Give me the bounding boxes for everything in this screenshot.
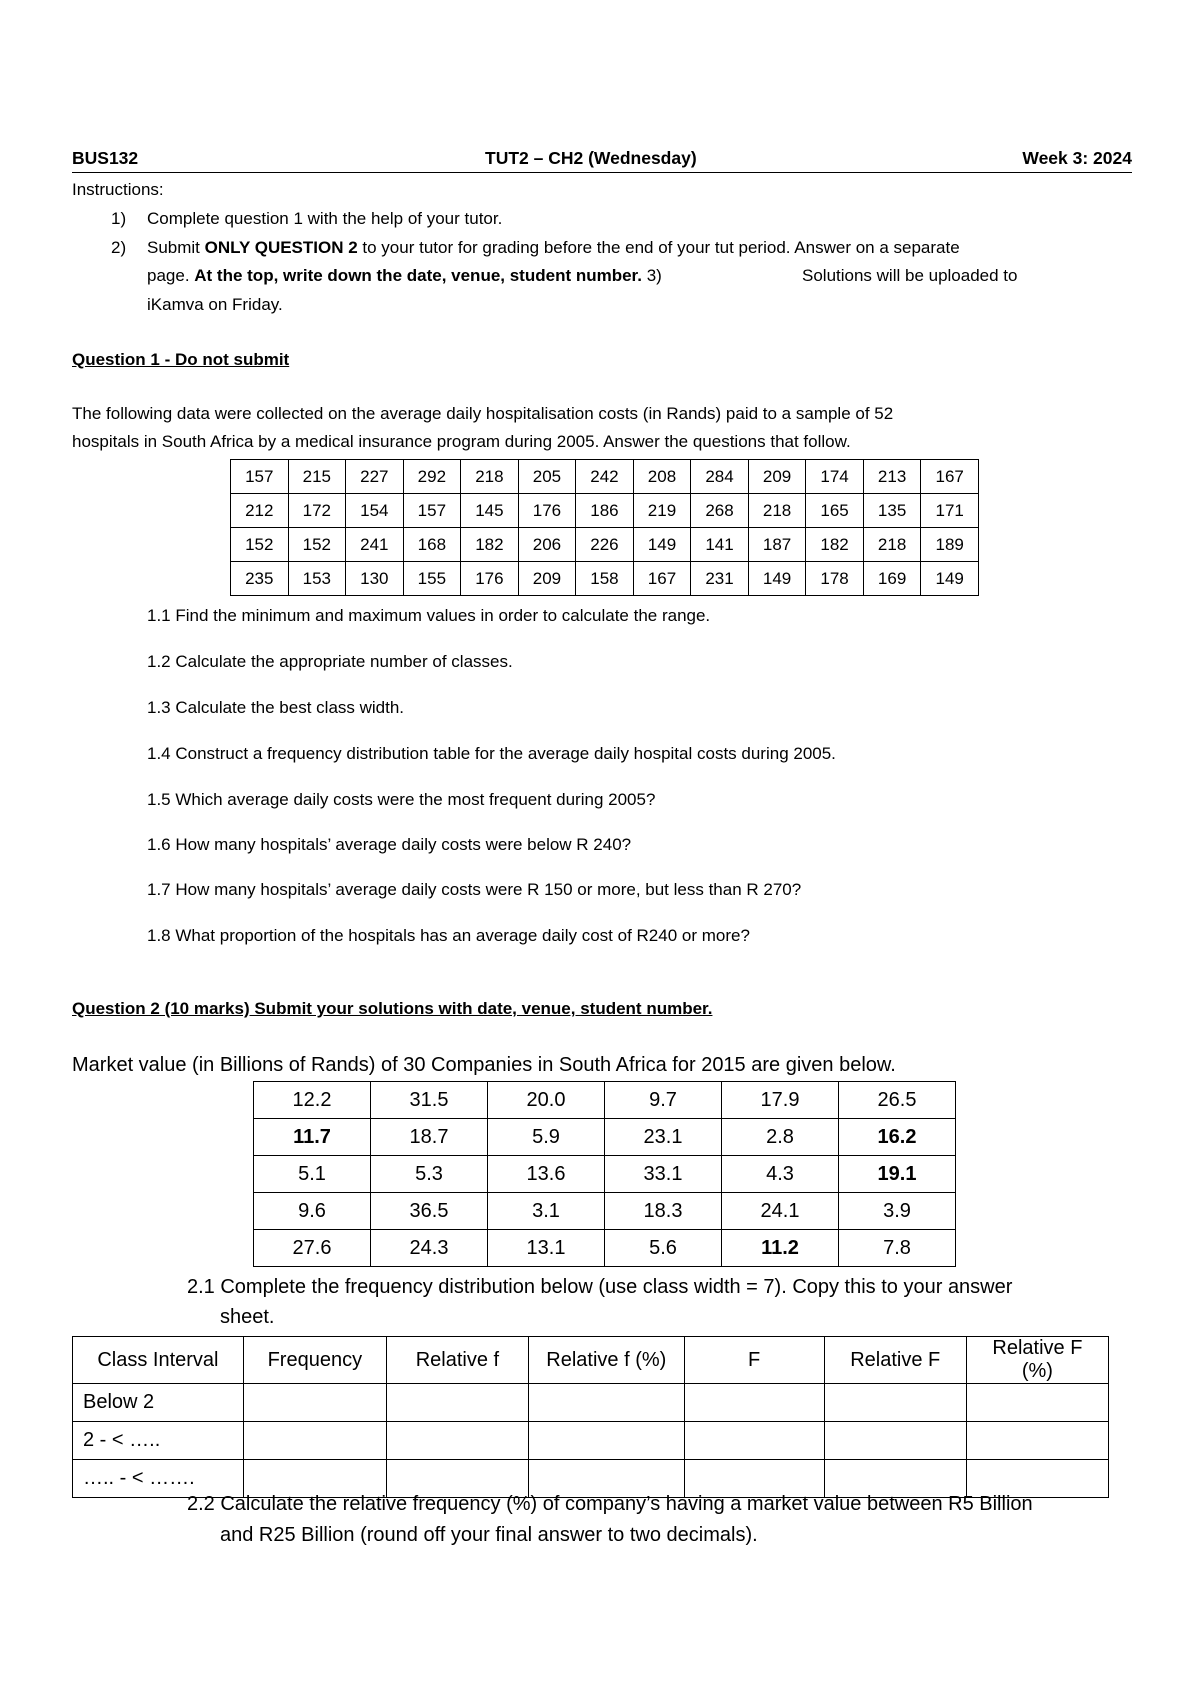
table-header-row: Class Interval Frequency Relative f Relative f (%) F Relative F Relative F (%) [73, 1337, 1109, 1384]
question-1-6: 1.6 How many hospitals’ average daily costs were below R 240? [147, 835, 632, 854]
question-2-2-line1: 2.2 Calculate the relative frequency (%) of company’s having a market value between R5 Billion [187, 1493, 1033, 1515]
question-1-7: 1.7 How many hospitals’ average daily costs were R 150 or more, but less than R 270? [147, 880, 802, 899]
market-value-table [253, 1081, 956, 1267]
question-2-intro: Market value (in Billions of Rands) of 30 Companies in South Africa for 2015 are given below. [72, 1054, 896, 1076]
week-label: Week 3: 2024 [1022, 148, 1132, 168]
hospital-costs-table [230, 459, 979, 596]
table-row: 11.7 18.7 5.9 23.1 2.8 16.2 [254, 1119, 956, 1156]
table-row: 2 - < ….. [73, 1422, 1109, 1460]
table-row: 152 152 241 168 182 206 226 149 141 187 182 218 189 [231, 528, 979, 562]
document-header [72, 148, 1132, 173]
document-title: TUT2 – CH2 (Wednesday) [485, 148, 697, 168]
course-code: BUS132 [72, 148, 139, 168]
instruction-3: Solutions will be uploaded to [802, 266, 1018, 285]
question-1-2: 1.2 Calculate the appropriate number of classes. [147, 652, 513, 671]
table-row: Below 2 [73, 1384, 1109, 1422]
question-2-2-line2: and R25 Billion (round off your final answer to two decimals). [220, 1524, 758, 1546]
instruction-1-number: 1) [111, 209, 127, 228]
question-1-8: 1.8 What proportion of the hospitals has an average daily cost of R240 or more? [147, 926, 750, 945]
table-row: 12.2 31.5 20.0 9.7 17.9 26.5 [254, 1082, 956, 1119]
table-row: ….. - < ……. [73, 1460, 1109, 1498]
table-row: 9.6 36.5 3.1 18.3 24.1 3.9 [254, 1193, 956, 1230]
question-1-4: 1.4 Construct a frequency distribution table for the average daily hospital costs during 2005. [147, 744, 836, 763]
frequency-distribution-table [72, 1336, 1109, 1498]
instruction-2-number: 2) [111, 238, 127, 257]
table-row: 157 215 227 292 218 205 242 208 284 209 174 213 167 [231, 460, 979, 494]
question-1-3: 1.3 Calculate the best class width. [147, 698, 405, 717]
question-2-1-line2: sheet. [220, 1306, 275, 1328]
question-1-1: 1.1 Find the minimum and maximum values in order to calculate the range. [147, 606, 711, 625]
instructions-label: Instructions: [72, 180, 164, 199]
question-2-1-line1: 2.1 Complete the frequency distribution below (use class width = 7). Copy this to your answer [187, 1276, 1013, 1298]
question-1-intro-line2: hospitals in South Africa by a medical insurance program during 2005. Answer the questions that follow. [72, 432, 851, 451]
instruction-2-line1: Submit ONLY QUESTION 2 to your tutor for grading before the end of your tut period. Answer on a separate [147, 238, 960, 257]
instruction-3-line2: iKamva on Friday. [147, 295, 283, 314]
table-row: 5.1 5.3 13.6 33.1 4.3 19.1 [254, 1156, 956, 1193]
table-row: 235 153 130 155 176 209 158 167 231 149 178 169 149 [231, 562, 979, 596]
question-1-intro-line1: The following data were collected on the average daily hospitalisation costs (in Rands) paid to a sample of 52 [72, 404, 894, 423]
question-1-title: Question 1 - Do not submit [72, 350, 290, 369]
question-1-5: 1.5 Which average daily costs were the most frequent during 2005? [147, 790, 656, 809]
table-row: 212 172 154 157 145 176 186 219 268 218 165 135 171 [231, 494, 979, 528]
instruction-2-line2: page. At the top, write down the date, venue, student number. 3) [147, 266, 662, 285]
instruction-1: Complete question 1 with the help of your tutor. [147, 209, 503, 228]
question-2-title: Question 2 (10 marks) Submit your solutions with date, venue, student number. [72, 999, 713, 1018]
table-row: 27.6 24.3 13.1 5.6 11.2 7.8 [254, 1230, 956, 1267]
